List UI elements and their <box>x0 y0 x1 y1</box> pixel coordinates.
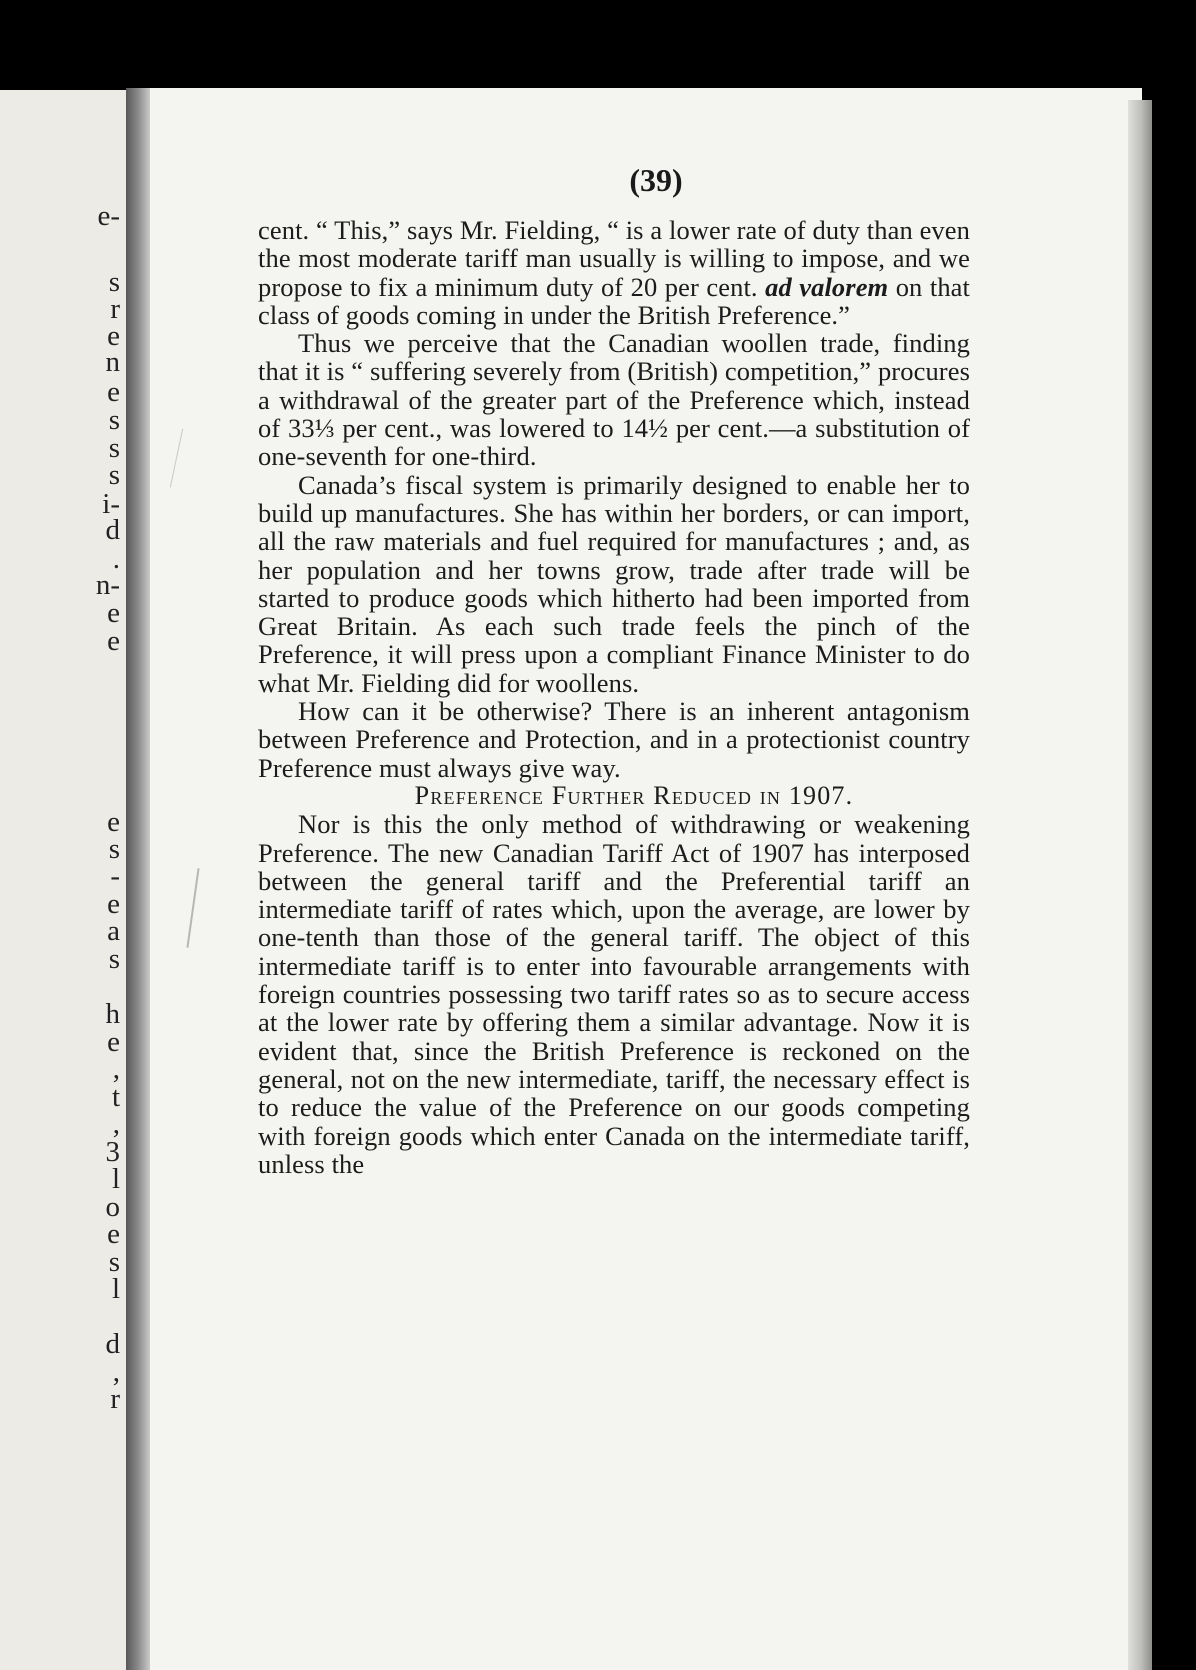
left-page-line-fragment: s <box>108 833 120 865</box>
italic-phrase: ad valorem <box>765 271 889 302</box>
left-page-line-fragment: d <box>105 1328 120 1360</box>
left-page-line-fragment: s <box>108 943 120 975</box>
left-page-line-fragment: s <box>108 404 120 436</box>
margin-pencil-mark <box>186 868 199 947</box>
left-page-line-fragment: e <box>107 597 120 629</box>
left-page-line-fragment: - <box>110 860 120 892</box>
left-page-line-fragment: s <box>108 1246 120 1278</box>
left-page-line-fragment: e <box>107 625 120 657</box>
left-page-line-fragment: d <box>105 514 120 546</box>
left-page-line-fragment: e <box>107 376 120 408</box>
section-heading: Preference Further Reduced in 1907. <box>414 780 854 810</box>
paragraph-3: Canada’s fiscal system is primarily designed to enable her to build up manufactures. She has within her borders, or can import, all the raw materials and fuel required for manufactures ; and, as her population and her towns grow, trade after trade will be started to produce goods which hitherto had been imported from Great Britain. As each such trade feels the pinch of the Preference, it will press upon a compliant Finance Minister to do what Mr. Fielding did for woollens. <box>258 469 970 698</box>
left-page-line-fragment: a <box>107 915 120 947</box>
left-page-line-fragment: s <box>108 432 120 464</box>
left-page-line-fragment: o <box>105 1191 120 1223</box>
left-page-line-fragment: h <box>105 998 120 1030</box>
page-number: (39) <box>629 162 683 198</box>
left-page-line-fragment: . <box>112 543 120 575</box>
left-page-line-fragment: e <box>107 806 120 838</box>
paragraph-4: How can it be otherwise? There is an inherent antagonism between Preference and Protection, and in a protectionist country Preference must always give way. <box>258 696 970 783</box>
left-page-line-fragment: e <box>107 1218 120 1250</box>
left-page-line-fragment: , <box>112 1053 120 1085</box>
left-page-line-fragment: r <box>110 1383 120 1415</box>
left-page-line-fragment: t <box>111 1081 120 1113</box>
page-edge-shadow <box>1128 100 1152 1670</box>
paragraph-1 <box>258 216 970 329</box>
left-page-line-fragment: n <box>105 346 120 378</box>
left-page-line-fragment: s <box>108 266 120 298</box>
paragraph-1-text-a: cent. “ This,” says Mr. Fielding, “ is a lower rate of duty than even the most moderate tariff man usually is willing to impose, and we propose to fix a minimum duty of 20 per cent. <box>258 215 970 302</box>
left-page-line-fragment: r <box>110 293 120 325</box>
paragraph-5: Nor is this the only method of withdrawing or weakening Preference. The new Canadian Tariff Act of 1907 has interposed between the general tariff and the Preferential tariff an intermediate tariff of rates which, upon the average, are lower by one-tenth than those of the general tariff. The object of this intermediate tariff is to enter into favourable arrangements with foreign countries possessing two tariff rates so as to secure access at the lower rate by offering them a similar advantage. Now it is evident that, since the British Preference is reckoned on the general, not on the new intermediate, tariff, the necessary effect is to reduce the value of the Preference on our goods competing with foreign goods which enter Canada on the intermediate tariff, unless the <box>258 809 970 1179</box>
left-page-line-fragment: e- <box>97 200 120 232</box>
paragraph-2: Thus we perceive that the Canadian woollen trade, finding that it is “ suffering severely from (British) competition,” procures a withdrawal of the greater part of the Preference which, instead of 33⅓ per cent., was lowered to 14½ per cent.—a substitution of one-seventh for one-third. <box>258 328 970 472</box>
left-page-line-fragment: n- <box>95 569 120 601</box>
left-page-line-fragment: l <box>111 1273 120 1305</box>
margin-pencil-mark <box>170 429 183 488</box>
page-body-text <box>258 216 970 1178</box>
left-facing-page <box>0 90 130 1670</box>
left-page-line-fragment: l <box>111 1163 120 1195</box>
left-page-line-fragment: e <box>107 320 120 352</box>
book-page <box>150 88 1142 1670</box>
left-page-line-fragment: s <box>108 459 120 491</box>
left-page-line-fragment: e <box>107 888 120 920</box>
left-page-line-fragment: 3 <box>105 1136 120 1168</box>
left-page-line-fragment: , <box>112 1356 120 1388</box>
left-page-line-fragment: i- <box>102 488 120 520</box>
left-page-line-fragment: , <box>112 1108 120 1140</box>
paragraph-1-text-b: on that class of goods coming in under the British Preference.” <box>258 271 970 330</box>
left-page-line-fragment: e <box>107 1026 120 1058</box>
